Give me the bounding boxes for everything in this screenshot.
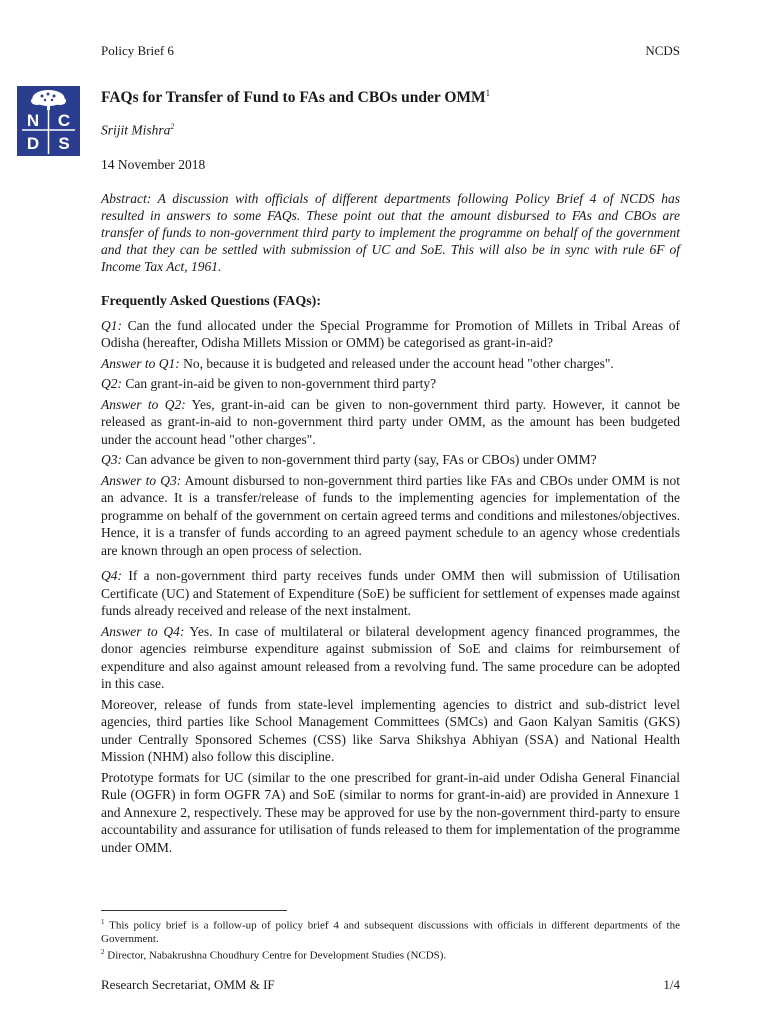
question-label: Q1: [101,317,122,333]
footnote-1 [101,916,680,946]
question-4 [101,567,680,620]
answer-label: Answer to Q2: [101,396,186,412]
footnote-2 [101,946,680,963]
question-label: Q3: [101,452,122,467]
question-2 [101,375,680,393]
title-text: FAQs for Transfer of Fund to FAs and CBOs under OMM [101,89,486,107]
publication-date: 14 November 2018 [101,157,206,172]
logo-letter-d: D [26,134,40,153]
answer-3 [101,472,680,560]
footnote-text: This policy brief is a follow-up of policy brief 4 and subsequent discussions with officials in different departments of the Government. [101,919,680,945]
answer-text: Amount disbursed to non-government third parties like FAs and CBOs under OMM is not an advance. It is a transfer/release of funds to the implementing agencies for implementation of the programme on behalf of the government on certain agreed terms and conditions and milestones/objectives. Hence, it is a transfer of funds according to an agreed payment schedule to an agency whose credentials are known through an open process of selection. [101,472,680,558]
footnote-number: 2 [101,947,105,956]
question-label: Q4: [101,568,122,583]
answer-4 [101,623,680,693]
logo-letter-n: N [26,111,40,130]
question-1 [101,317,680,352]
question-text: Can the fund allocated under the Special Programme for Promotion of Millets in Tribal Areas of Odisha (hereafter, Odisha Millets Mission or OMM) be categorised as grant-in-aid? [101,317,680,350]
paragraph-prototype: Prototype formats for UC (similar to the one prescribed for grant-in-aid under Odisha General Financial Rule (OGFR) in form OGFR 7A) and SoE (similar to norms for grant-in-aid) are provided in Annexure 1 and Annexure 2, respectively. These may be approved for use by the non-government third-party to ensure accountability and assurance for utilisation of funds released to them for implementation of the programme under OMM. [101,769,680,855]
logo-letter-c: C [57,111,71,130]
title-footnote-ref[interactable]: 1 [485,88,491,98]
answer-label: Answer to Q1: [101,355,180,371]
question-label: Q2: [101,376,122,391]
ncds-logo [17,86,80,156]
answer-2 [101,396,680,449]
footnote-divider [101,910,287,911]
question-text: Can advance be given to non-government third party (say, FAs or CBOs) under OMM? [122,452,597,467]
footnotes [101,916,680,962]
header-left: Policy Brief 6 [101,43,174,58]
question-text: If a non-government third party receives funds under OMM then will submission of Utilisation Certificate (UC) and Statement of Expenditure (SoE) be sufficient for settlement of expenses made against funds already received and release of the next instalment. [101,568,680,618]
question-3 [101,451,680,469]
footnote-number: 1 [101,918,105,926]
author [101,122,174,139]
faq-section [101,293,680,859]
answer-label: Answer to Q3: [101,472,182,488]
answer-text: No, because it is budgeted and released under the account head "other charges". [179,355,614,371]
answer-text: Yes, grant-in-aid can be given to non-government third party. However, it cannot be released as grant-in-aid to non-government third party under OMM, as the amount has been budgeted under the account head "other charges". [101,396,680,447]
document-title [101,88,490,107]
author-name: Srijit Mishra [101,122,171,138]
author-footnote-ref[interactable]: 2 [170,122,175,131]
faq-heading: Frequently Asked Questions (FAQs): [101,294,321,309]
header-right: NCDS [645,43,680,58]
abstract: Abstract: A discussion with officials of different departments following Policy Brief 4 of NCDS has resulted in answers to some FAQs. These point out that the amount disbursed to FAs and CBOs are transfer of funds to non-government third party to implement the programme on behalf of the government and that they can be settled with submission of UC and SoE. This will also be in sync with rule 6F of Income Tax Act, 1961. [101,191,680,274]
logo-letter-s: S [58,134,70,153]
question-text: Can grant-in-aid be given to non-government third party? [122,376,437,391]
page-number: 1/4 [663,977,680,992]
footer-left: Research Secretariat, OMM & IF [101,977,275,992]
answer-text: Yes. In case of multilateral or bilateral development agency financed programmes, the donor agencies reimburse expenditure against submission of SoE and claims for reimbursement of expenditure and also against amount released from a revolving fund. The same procedure can be adopted in this case. [101,623,680,691]
answer-1 [101,355,680,373]
footnote-text: Director, Nabakrushna Choudhury Centre for Development Studies (NCDS). [104,949,447,962]
answer-label: Answer to Q4: [101,623,185,639]
paragraph-moreover: Moreover, release of funds from state-level implementing agencies to district and sub-district level agencies, third parties like School Management Committees (SMCs) and Gaon Kalyan Samitis (GKS) under Centrally Sponsored Schemes (CSS) like Sarva Shikshya Abhiyan (SSA) and National Health Mission (NHM) also follow this discipline. [101,696,680,764]
